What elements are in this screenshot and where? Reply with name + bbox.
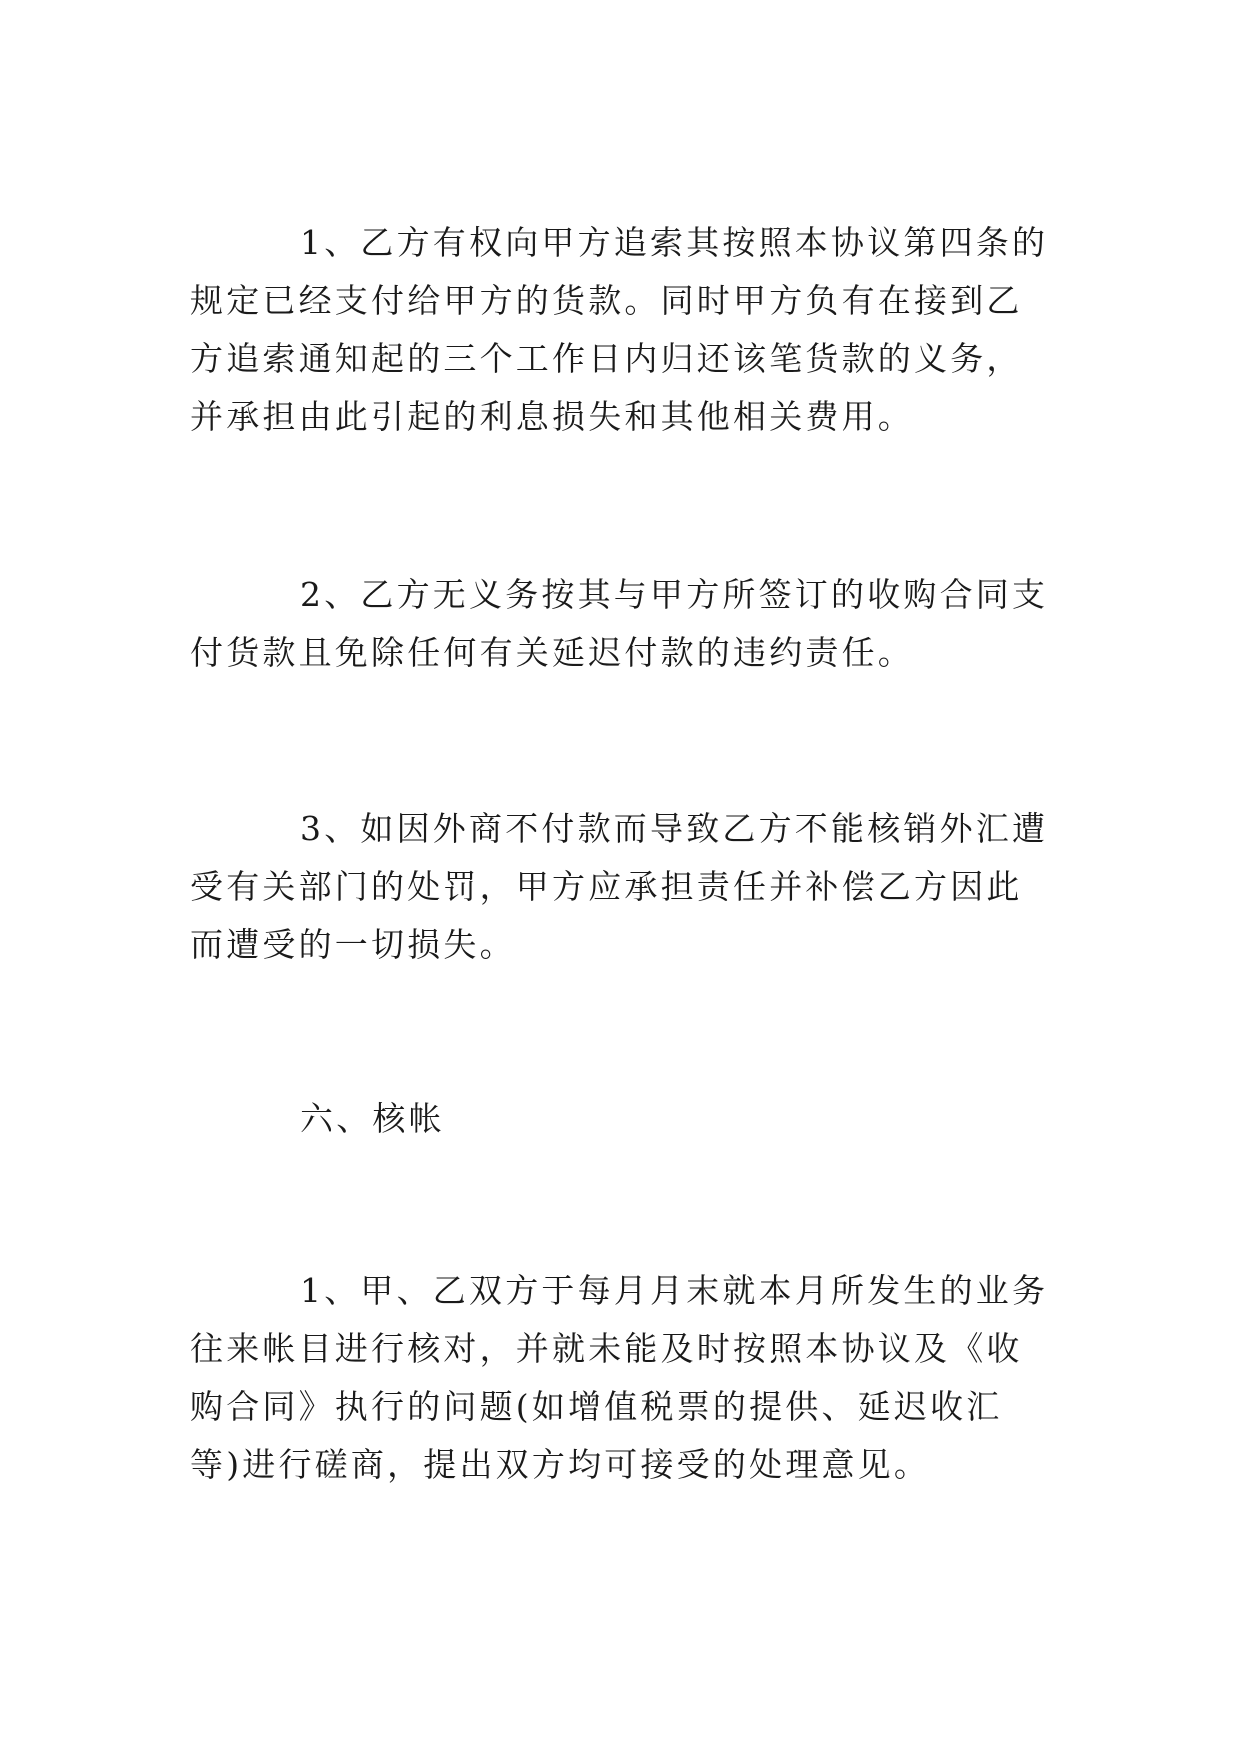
section-heading-reconciliation: 六、核帐: [300, 1099, 445, 1138]
clause-3-penalty-compensation-paragraph: 3、如因外商不付款而导致乙方不能核销外汇遭受有关部门的处罚，甲方应承担责任并补偿乙方因此而遭受的一切损失。: [190, 809, 1049, 964]
clause-2-payment-exemption-paragraph: 2、乙方无义务按其与甲方所签订的收购合同支付货款且免除任何有关延迟付款的违约责任。: [190, 575, 1049, 672]
clause-1-reconciliation-paragraph: 1、甲、乙双方于每月月末就本月所发生的业务往来帐目进行核对，并就未能及时按照本协议及《收购合同》执行的问题(如增值税票的提供、延迟收汇等)进行磋商，提出双方均可接受的处理意见。: [190, 1271, 1049, 1484]
clause-1-recourse-paragraph: 1、乙方有权向甲方追索其按照本协议第四条的规定已经支付给甲方的货款。同时甲方负有在接到乙方追索通知起的三个工作日内归还该笔货款的义务，并承担由此引起的利息损失和其他相关费用。: [190, 223, 1049, 436]
